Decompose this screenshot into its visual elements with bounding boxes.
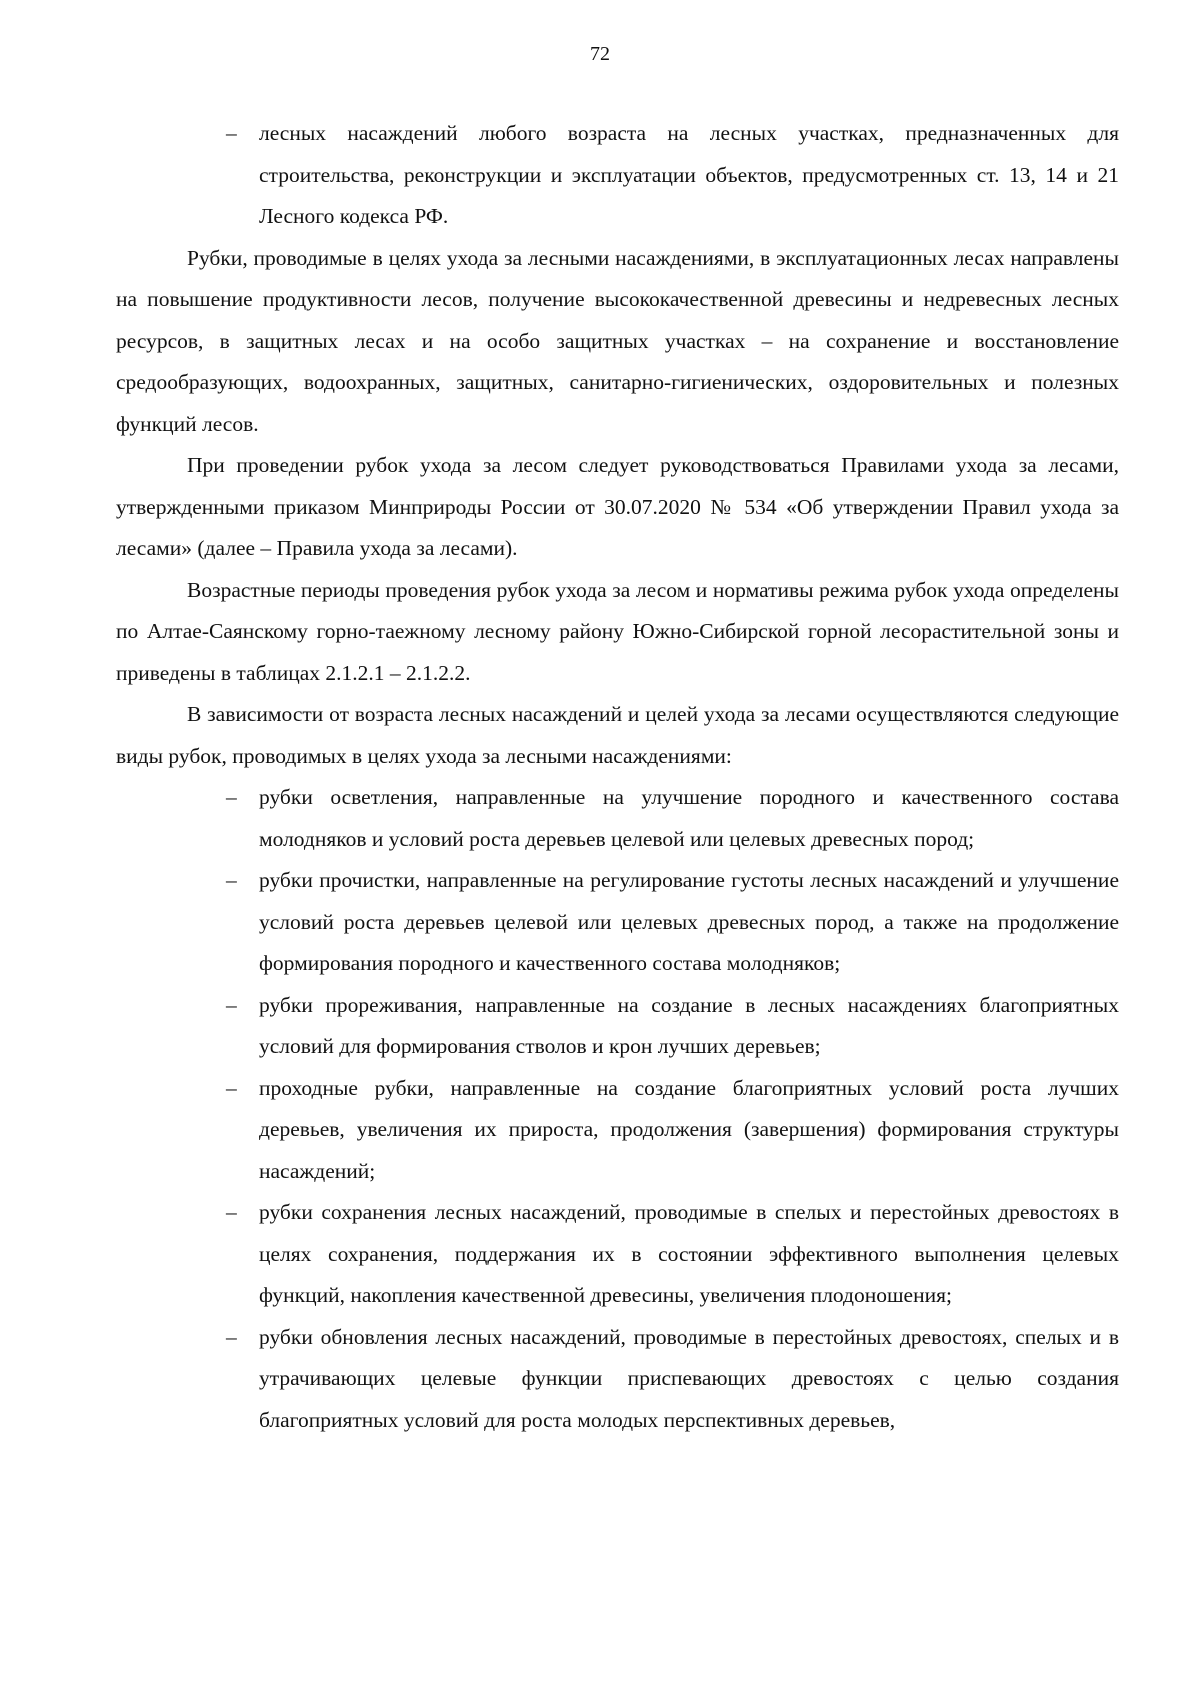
list-dash: – [226, 992, 237, 1017]
list-item [116, 1317, 1119, 1442]
list-item-text: лесных насаждений любого возраста на лесных участках, предназначенных для строительства, реконструкции и эксплуатации объектов, предусмотренных ст. 13, 14 и 21 Лесного кодекса РФ. [259, 121, 1119, 228]
list-dash: – [226, 785, 237, 809]
list-item [116, 113, 1119, 238]
list-item-text: проходные рубки, направленные на создание благоприятных условий роста лучших деревьев, увеличения их прироста, продолжения (завершения) формирования структуры насаждений; [259, 1075, 1119, 1183]
paragraph-rules-reference: При проведении рубок ухода за лесом следует руководствоваться Правилами ухода за лесами, утвержденными приказом Минприроды России от 30.07.2020 № 534 «Об утверждении Правил ухода за лесами» (далее – Правила ухода за лесами). [116, 453, 1119, 560]
continued-list [116, 113, 1119, 238]
list-item [116, 860, 1119, 985]
list-item-text: рубки прочистки, направленные на регулирование густоты лесных насаждений и улучшение условий роста деревьев целевой или целевых древесных пород, а также на продолжение формирования породного и качественного состава молодняков; [259, 868, 1119, 975]
page-content [116, 113, 1119, 1441]
list-dash: – [226, 1200, 237, 1224]
list-dash: – [226, 1324, 237, 1349]
paragraph-thinning-purpose: Рубки, проводимые в целях ухода за лесными насаждениями, в эксплуатационных лесах направлены на повышение продуктивности лесов, получение высококачественной древесины и недревесных лесных ресурсов, в защитных лесах и на особо защитных участках – на сохранение и восстановление средообразующих, водоохранных, защитных, санитарно-гигиенических, оздоровительных и полезных функций лесов. [116, 245, 1119, 436]
list-item-text: рубки обновления лесных насаждений, проводимые в перестойных древостоях, спелых и в утрачивающих целевые функции приспевающих древостоях с целью создания благоприятных условий для роста молодых перспективных деревьев, [259, 1324, 1119, 1432]
cutting-types-list [116, 777, 1119, 1441]
list-dash: – [226, 121, 237, 145]
list-item [116, 1068, 1119, 1193]
page-number: 72 [590, 43, 610, 65]
list-item-text: рубки сохранения лесных насаждений, проводимые в спелых и перестойных древостоях в целях сохранения, поддержания их в состоянии эффективного выполнения целевых функций, накопления качественной древесины, увеличения плодоношения; [259, 1200, 1119, 1307]
list-dash: – [226, 868, 237, 892]
list-dash: – [226, 1075, 237, 1100]
list-item [116, 777, 1119, 860]
paragraph-age-periods: Возрастные периоды проведения рубок ухода за лесом и нормативы режима рубок ухода определены по Алтае-Саянскому горно-таежному лесному району Южно-Сибирской горной лесорастительной зоны и приведены в таблицах 2.1.2.1 – 2.1.2.2. [116, 577, 1119, 685]
list-item [116, 1192, 1119, 1317]
list-item-text: рубки осветления, направленные на улучшение породного и качественного состава молодняков и условий роста деревьев целевой или целевых древесных пород; [259, 785, 1119, 851]
list-item-text: рубки прореживания, направленные на создание в лесных насаждениях благоприятных условий для формирования стволов и крон лучших деревьев; [259, 992, 1119, 1058]
list-item [116, 985, 1119, 1068]
paragraph-cutting-types-intro: В зависимости от возраста лесных насаждений и целей ухода за лесами осуществляются следующие виды рубок, проводимых в целях ухода за лесными насаждениями: [116, 702, 1119, 768]
